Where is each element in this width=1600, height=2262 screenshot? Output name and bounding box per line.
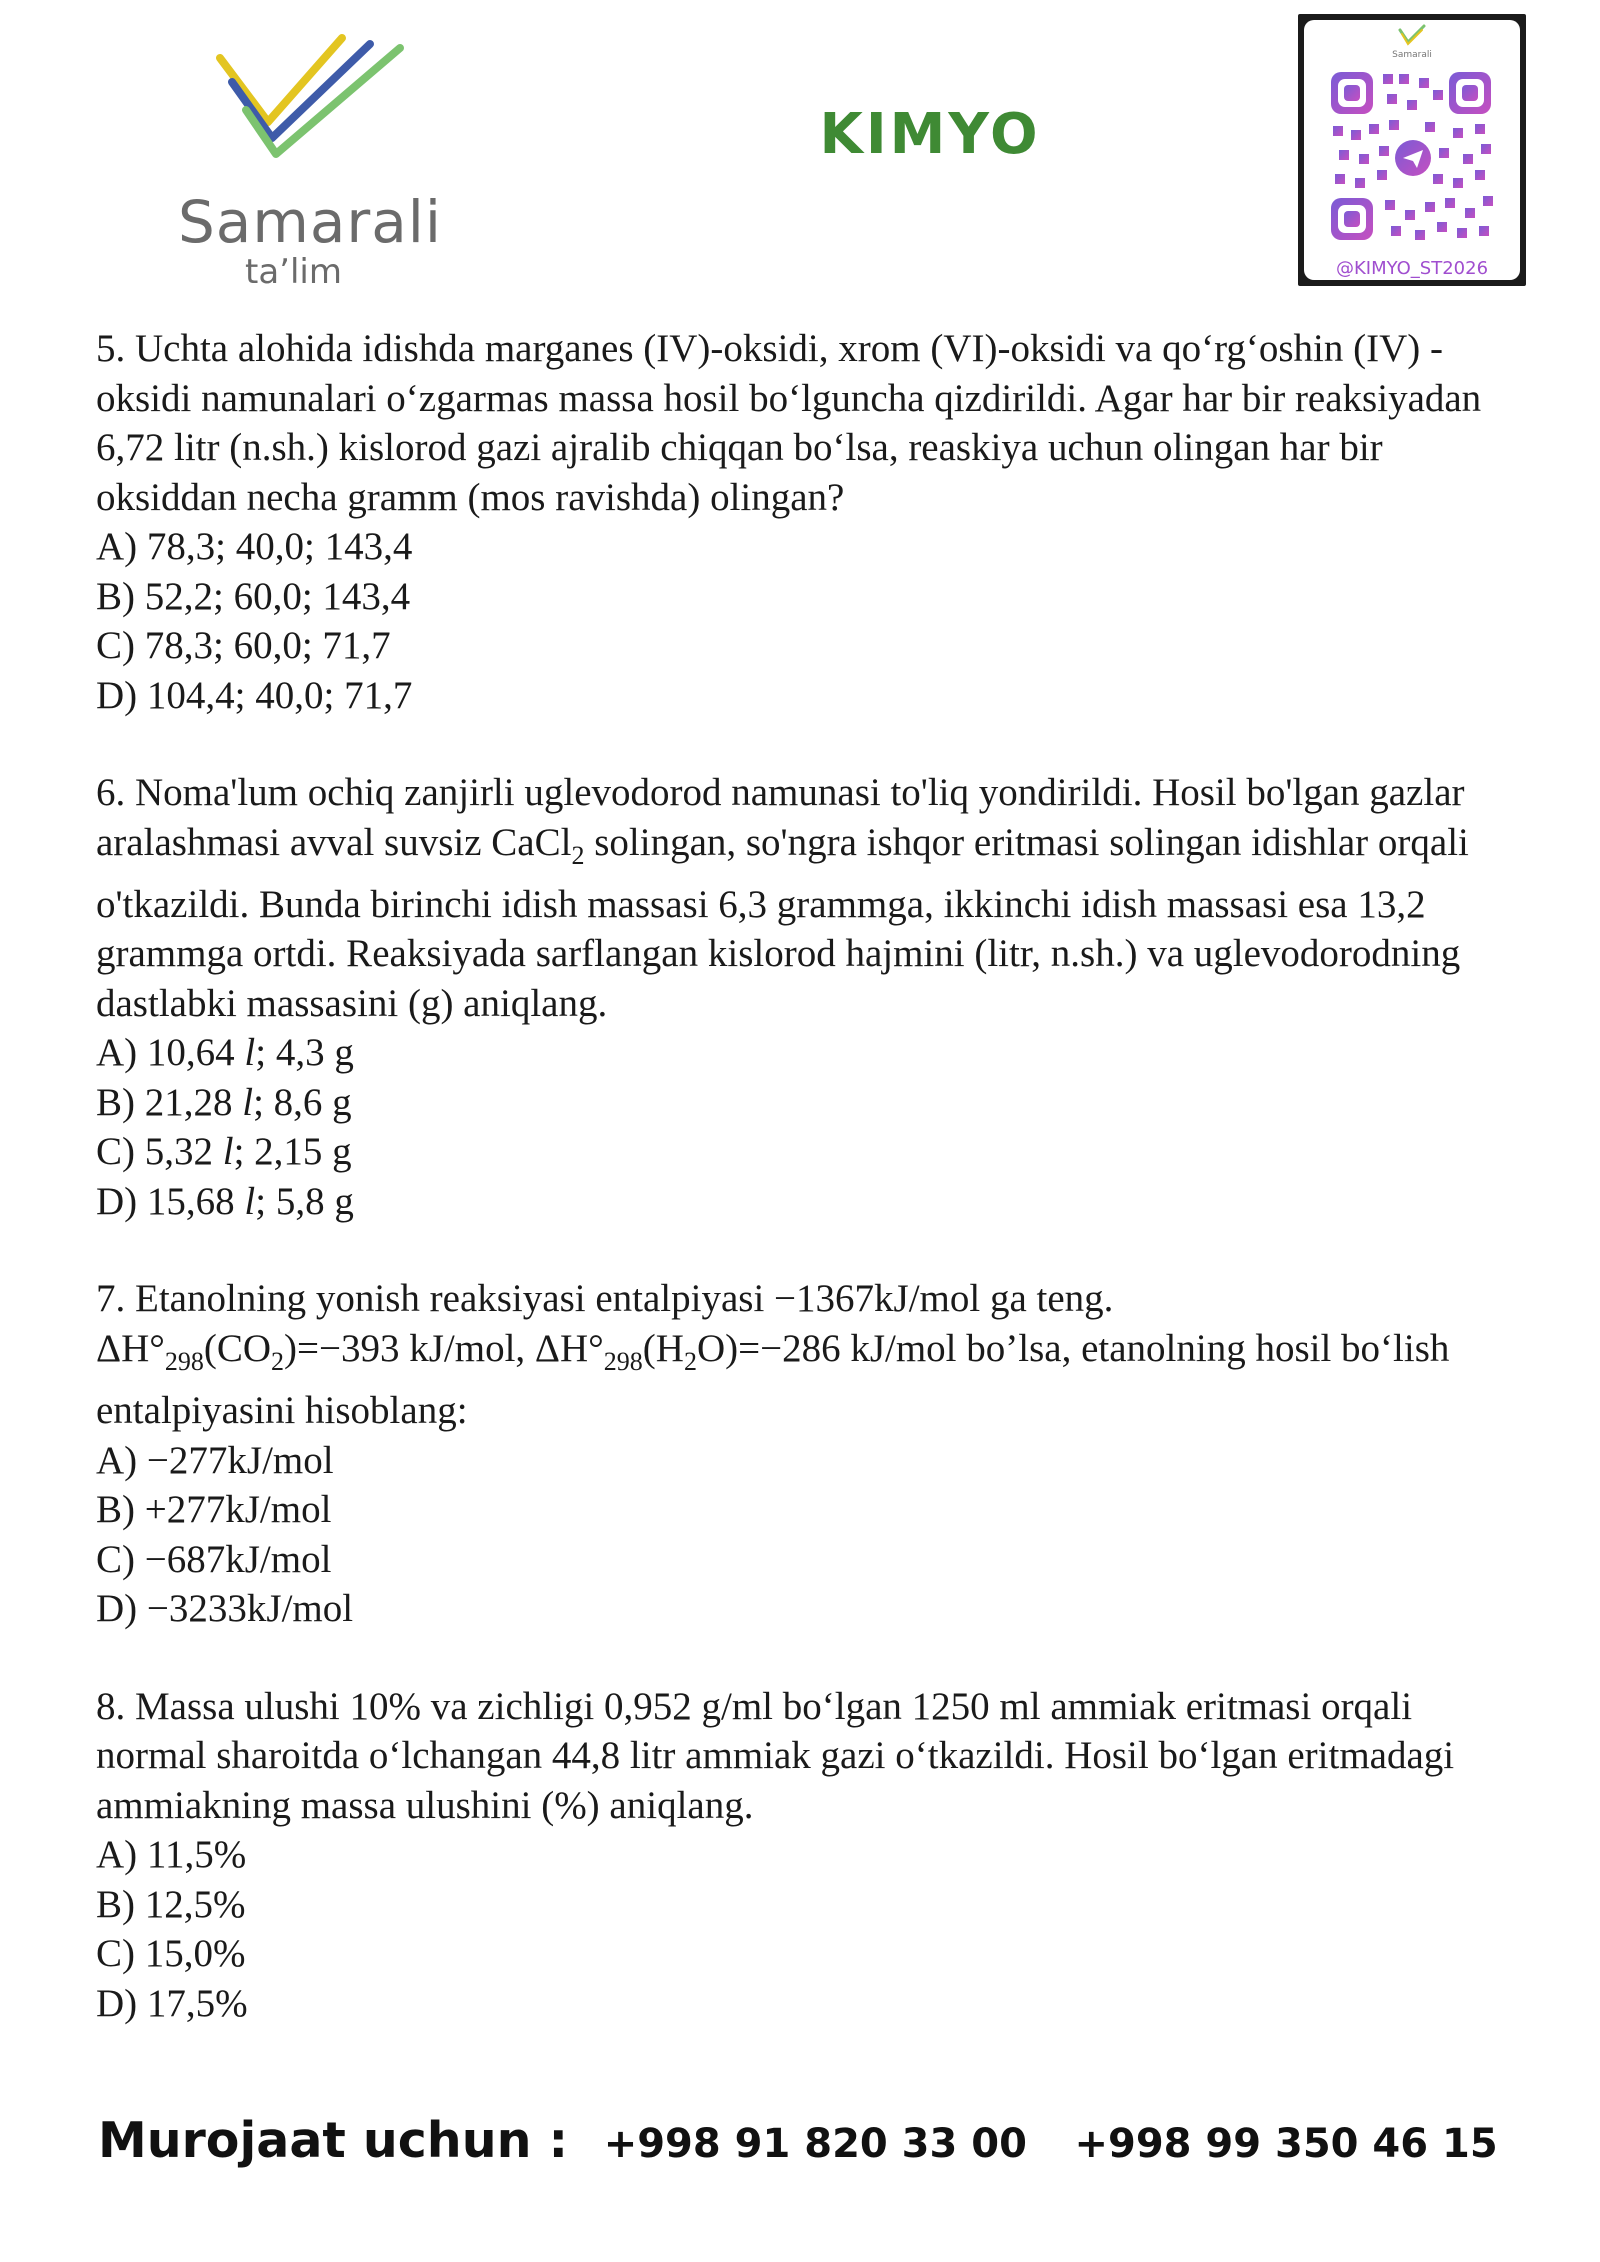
option-value: ; 2,15 g: [233, 1130, 352, 1174]
unit: l: [222, 1130, 234, 1174]
qr-card: [1298, 14, 1526, 286]
stem-text: (H: [642, 1326, 684, 1370]
option-value: ; 5,8 g: [255, 1179, 354, 1223]
option-value: ; 8,6 g: [253, 1080, 352, 1124]
option-b: B) +277kJ/mol: [96, 1488, 332, 1532]
option-c: C) −687kJ/mol: [96, 1537, 332, 1581]
option-value: C) 5,32: [96, 1130, 223, 1174]
subscript: 2: [683, 1346, 697, 1376]
logo-name: Samarali: [177, 188, 442, 256]
option-d: D) 104,4; 40,0; 71,7: [96, 673, 413, 717]
question-6: [96, 768, 1516, 1226]
option-a: A) 78,3; 40,0; 143,4: [96, 525, 413, 568]
option-a: [96, 1028, 1516, 1078]
qr-logo-icon: [1304, 22, 1520, 52]
option-d: [96, 1177, 1516, 1227]
stem-text: solingan, so'ngra ishqor eritmasi solingan idishlar orqali o'tkazildi. Bunda birinchi idish massasi 6,3 grammga, ikkinchi idish massasi esa 13,2 grammga ortdi. Reaksiyada sarflangan kislorod hajmini (litr, n.sh.) va uglevodorodning dastlabki massasini (g) aniqlang.: [96, 820, 1469, 1025]
option-b: B) 52,2; 60,0; 143,4: [96, 574, 411, 618]
question-stem: 5. Uchta alohida idishda marganes (IV)-oksidi, xrom (VI)-oksidi va qo‘rg‘oshin (IV) - oksidi namunalari o‘zgarmas massa hosil bo‘lguncha qizdirildi. Agar har bir reaksiyadan 6,72 litr (n.sh.) kislorod gazi ajralib chiqqan bo‘lsa, reaskiya uchun olingan har bir oksiddan necha gramm (mos ravishda) olingan?: [96, 327, 1482, 519]
option-c: [96, 1127, 1516, 1177]
unit: l: [242, 1080, 254, 1124]
stem-line: 7. Etanolning yonish reaksiyasi entalpiyasi −1367kJ/mol ga teng.: [96, 1277, 1114, 1321]
stem-text: (CO: [203, 1326, 272, 1370]
option-b: [96, 1078, 1516, 1128]
question-5: [96, 324, 1516, 720]
qr-handle: @KIMYO_ST2026: [1335, 258, 1489, 279]
phone-2: +998 99 350 46 15: [1074, 2121, 1498, 2167]
logo-subtitle: ta’lim: [245, 252, 342, 292]
samarali-logo: [150, 30, 470, 290]
contact-footer: [98, 2112, 1498, 2169]
stem-text: )=−393 kJ/mol, ΔH°: [284, 1326, 604, 1370]
stem-text: 6. Noma'lum ochiq zanjirli uglevodorod namunasi to'liq yondirildi. Hosil bo'lgan gazlar aralashmasi avval suvsiz CaCl: [96, 771, 1465, 864]
qr-brand: Samarali: [1392, 50, 1432, 60]
phone-1: +998 91 820 33 00: [603, 2121, 1027, 2167]
option-b: B) 12,5%: [96, 1882, 246, 1926]
option-value: A) 10,64: [96, 1031, 245, 1075]
checkmark-logo-icon: [210, 30, 410, 170]
option-value: B) 21,28: [96, 1080, 243, 1124]
stem-line: [96, 1324, 1516, 1436]
question-stem: 8. Massa ulushi 10% va zichligi 0,952 g/ml bo‘lgan 1250 ml ammiak eritmasi orqali normal sharoitda o‘lchangan 44,8 litr ammiak gazi o‘tkazildi. Hosil bo‘lgan eritmadagi ammiakning massa ulushini (%) aniqlang.: [96, 1684, 1455, 1827]
subject-title: KIMYO: [819, 102, 1041, 167]
question-stem: [96, 768, 1516, 1028]
option-d: D) 17,5%: [96, 1981, 248, 2025]
contact-label: Murojaat uchun :: [98, 2112, 569, 2169]
question-stem: [96, 1274, 1516, 1435]
option-c: C) 78,3; 60,0; 71,7: [96, 624, 391, 667]
questions-list: [96, 324, 1516, 2076]
option-value: D) 15,68: [96, 1179, 245, 1223]
qr-code-icon: [1329, 70, 1495, 250]
question-7: [96, 1274, 1516, 1633]
subscript: 298: [164, 1346, 204, 1376]
option-a: A) 11,5%: [96, 1833, 247, 1877]
option-d: D) −3233kJ/mol: [96, 1587, 354, 1631]
question-8: [96, 1682, 1516, 2029]
option-a: A) −277kJ/mol: [96, 1438, 334, 1482]
unit: l: [244, 1179, 256, 1223]
option-c: C) 15,0%: [96, 1932, 246, 1976]
subscript: 2: [571, 840, 585, 870]
subscript: 2: [271, 1346, 285, 1376]
stem-text: O)=−286 kJ/mol bo’lsa, etanolning hosil bo‘lish entalpiyasini hisoblang:: [96, 1326, 1450, 1433]
option-value: ; 4,3 g: [255, 1031, 354, 1075]
unit: l: [244, 1031, 256, 1075]
stem-text: ΔH°: [96, 1326, 165, 1370]
page-header: [0, 0, 1600, 300]
subscript: 298: [603, 1346, 643, 1376]
